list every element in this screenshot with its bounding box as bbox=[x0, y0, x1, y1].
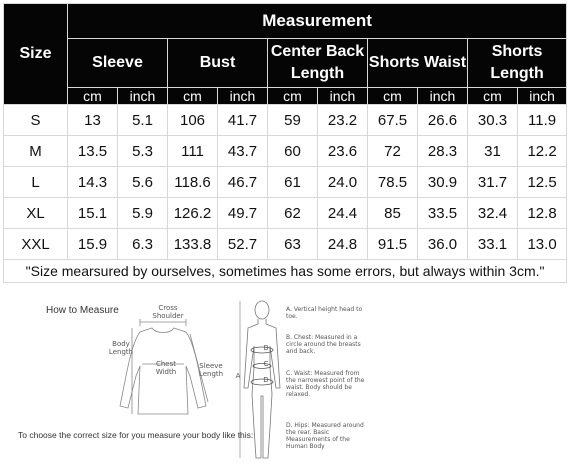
value-cell: 36.0 bbox=[418, 229, 468, 260]
chest-width-label: Chest Width bbox=[155, 360, 177, 376]
shorts-length-header: Shorts Length bbox=[468, 39, 567, 88]
table-row bbox=[4, 167, 567, 198]
value-cell: 15.1 bbox=[68, 198, 118, 229]
note-b: B. Chest: Measured in a circle around the breasts and back. bbox=[286, 334, 361, 355]
value-cell: 13.5 bbox=[68, 136, 118, 167]
value-cell: 62 bbox=[268, 198, 318, 229]
unit-inch: inch bbox=[118, 88, 168, 105]
value-cell: 32.4 bbox=[468, 198, 518, 229]
value-cell: 46.7 bbox=[218, 167, 268, 198]
value-cell: 11.9 bbox=[518, 105, 567, 136]
value-cell: 23.6 bbox=[318, 136, 368, 167]
table-row bbox=[4, 105, 567, 136]
value-cell: 61 bbox=[268, 167, 318, 198]
value-cell: 30.3 bbox=[468, 105, 518, 136]
label-c: C bbox=[263, 360, 269, 368]
value-cell: 31 bbox=[468, 136, 518, 167]
value-cell: 31.7 bbox=[468, 167, 518, 198]
value-cell: 14.3 bbox=[68, 167, 118, 198]
value-cell: 12.5 bbox=[518, 167, 567, 198]
value-cell: 5.3 bbox=[118, 136, 168, 167]
how-to-measure-title: How to Measure bbox=[46, 305, 119, 316]
bust-header: Bust bbox=[168, 39, 268, 88]
unit-inch: inch bbox=[518, 88, 567, 105]
value-cell: 111 bbox=[168, 136, 218, 167]
value-cell: 43.7 bbox=[218, 136, 268, 167]
sleeve-length-label: Sleeve Length bbox=[198, 362, 224, 378]
value-cell: 23.2 bbox=[318, 105, 368, 136]
size-cell: XXL bbox=[4, 229, 68, 260]
value-cell: 12.2 bbox=[518, 136, 567, 167]
unit-cm: cm bbox=[468, 88, 518, 105]
value-cell: 133.8 bbox=[168, 229, 218, 260]
size-header: Size bbox=[4, 4, 68, 105]
note-d: D. Hips: Measured around the rear. Basic Measurements of the Human Body bbox=[286, 422, 364, 450]
value-cell: 24.8 bbox=[318, 229, 368, 260]
value-cell: 49.7 bbox=[218, 198, 268, 229]
value-cell: 5.1 bbox=[118, 105, 168, 136]
value-cell: 72 bbox=[368, 136, 418, 167]
value-cell: 24.4 bbox=[318, 198, 368, 229]
value-cell: 60 bbox=[268, 136, 318, 167]
value-cell: 126.2 bbox=[168, 198, 218, 229]
value-cell: 63 bbox=[268, 229, 318, 260]
size-cell: M bbox=[4, 136, 68, 167]
value-cell: 13 bbox=[68, 105, 118, 136]
value-cell: 41.7 bbox=[218, 105, 268, 136]
value-cell: 6.3 bbox=[118, 229, 168, 260]
value-cell: 30.9 bbox=[418, 167, 468, 198]
label-b: B bbox=[263, 344, 269, 352]
sleeve-header: Sleeve bbox=[68, 39, 168, 88]
unit-inch: inch bbox=[418, 88, 468, 105]
unit-inch: inch bbox=[318, 88, 368, 105]
value-cell: 67.5 bbox=[368, 105, 418, 136]
value-cell: 78.5 bbox=[368, 167, 418, 198]
unit-cm: cm bbox=[68, 88, 118, 105]
size-chart-table bbox=[3, 3, 567, 283]
label-a: A bbox=[235, 372, 241, 380]
size-note: "Size mearsured by ourselves, sometimes has some errors, but always within 3cm." bbox=[4, 260, 567, 283]
table-row bbox=[4, 198, 567, 229]
how-to-measure-section bbox=[0, 292, 569, 466]
value-cell: 15.9 bbox=[68, 229, 118, 260]
measure-caption: To choose the correct size for you measure your body like this: bbox=[18, 430, 254, 440]
cross-shoulder-label: Cross Shoulder bbox=[152, 304, 184, 320]
unit-inch: inch bbox=[218, 88, 268, 105]
value-cell: 5.9 bbox=[118, 198, 168, 229]
note-c: C. Waist: Measured from the narrowest point of the waist. Body should be relaxed. bbox=[286, 370, 365, 398]
center-back-length-header: Center Back Length bbox=[268, 39, 368, 88]
value-cell: 91.5 bbox=[368, 229, 418, 260]
value-cell: 28.3 bbox=[418, 136, 468, 167]
value-cell: 12.8 bbox=[518, 198, 567, 229]
value-cell: 13.0 bbox=[518, 229, 567, 260]
value-cell: 85 bbox=[368, 198, 418, 229]
value-cell: 24.0 bbox=[318, 167, 368, 198]
measurement-header: Measurement bbox=[68, 4, 567, 39]
unit-cm: cm bbox=[268, 88, 318, 105]
value-cell: 33.1 bbox=[468, 229, 518, 260]
value-cell: 52.7 bbox=[218, 229, 268, 260]
value-cell: 106 bbox=[168, 105, 218, 136]
size-cell: XL bbox=[4, 198, 68, 229]
label-d: D bbox=[263, 376, 269, 384]
size-cell: S bbox=[4, 105, 68, 136]
unit-cm: cm bbox=[168, 88, 218, 105]
value-cell: 59 bbox=[268, 105, 318, 136]
size-cell: L bbox=[4, 167, 68, 198]
unit-cm: cm bbox=[368, 88, 418, 105]
value-cell: 33.5 bbox=[418, 198, 468, 229]
value-cell: 5.6 bbox=[118, 167, 168, 198]
value-cell: 26.6 bbox=[418, 105, 468, 136]
value-cell: 118.6 bbox=[168, 167, 218, 198]
table-row bbox=[4, 136, 567, 167]
shorts-waist-header: Shorts Waist bbox=[368, 39, 468, 88]
body-length-label: Body Length bbox=[108, 340, 134, 356]
note-a: A. Vertical height head to toe. bbox=[286, 306, 363, 320]
table-row bbox=[4, 229, 567, 260]
